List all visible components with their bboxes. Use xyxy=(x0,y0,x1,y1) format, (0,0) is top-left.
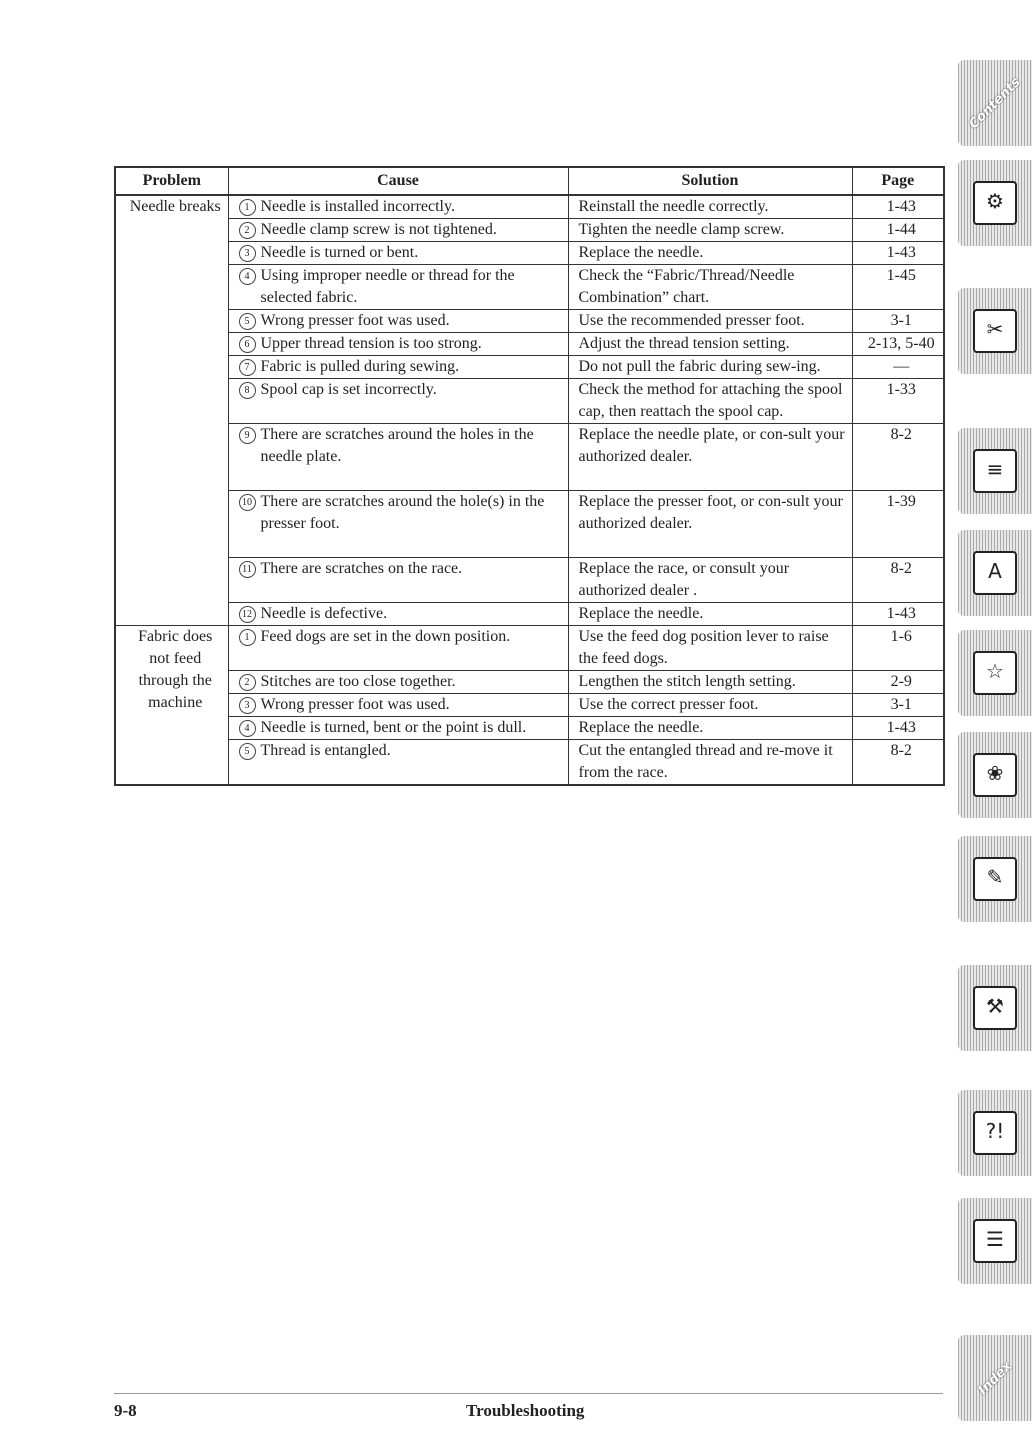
contents-icon: Contents xyxy=(966,74,1024,132)
cause-cell xyxy=(228,671,568,694)
table-row xyxy=(115,195,944,219)
cause-text: Fabric is pulled during sewing. xyxy=(260,358,460,375)
chapter-tab[interactable] xyxy=(958,1090,1032,1176)
cause-text: Feed dogs are set in the down position. xyxy=(260,628,511,645)
table-row xyxy=(115,491,944,558)
cause-cell xyxy=(228,219,568,242)
cause-text: Needle clamp screw is not tightened. xyxy=(260,221,497,238)
cause-text: Needle is turned or bent. xyxy=(260,244,419,261)
step-number-badge: 7 xyxy=(239,359,256,376)
page-number: 9-8 xyxy=(114,1401,137,1420)
cause-cell xyxy=(228,333,568,356)
cause-text: Using improper needle or thread for the selected fabric. xyxy=(260,267,515,306)
cause-text: There are scratches on the race. xyxy=(260,560,463,577)
step-number-badge: 1 xyxy=(239,629,256,646)
solution-cell: Replace the needle. xyxy=(568,242,852,265)
chapter-tab[interactable] xyxy=(958,60,1032,146)
chapter-tab[interactable] xyxy=(958,428,1032,514)
shirt-icon: ≡ xyxy=(973,449,1017,493)
solution-cell: Tighten the needle clamp screw. xyxy=(568,219,852,242)
table-row xyxy=(115,356,944,379)
solution-cell: Replace the race, or consult your authorized dealer . xyxy=(568,558,852,603)
table-row xyxy=(115,424,944,491)
cause-cell xyxy=(228,242,568,265)
footer-title: Troubleshooting xyxy=(466,1401,585,1420)
cause-text: Needle is installed incorrectly. xyxy=(260,198,455,215)
step-number-badge: 11 xyxy=(239,561,256,578)
page-ref-cell: 8-2 xyxy=(852,424,944,491)
solution-cell: Replace the needle plate, or con-sult your authorized dealer. xyxy=(568,424,852,491)
page-ref-cell: 8-2 xyxy=(852,740,944,786)
step-number-badge: 9 xyxy=(239,427,256,444)
table-row xyxy=(115,740,944,786)
solution-cell: Lengthen the stitch length setting. xyxy=(568,671,852,694)
troubleshooting-table xyxy=(114,166,945,786)
chapter-tab[interactable] xyxy=(958,732,1032,818)
cause-cell xyxy=(228,424,568,491)
page-ref-cell: 1-6 xyxy=(852,626,944,671)
cause-text: There are scratches around the hole(s) in the presser foot. xyxy=(260,493,545,532)
table-row xyxy=(115,694,944,717)
table-row xyxy=(115,219,944,242)
page-ref-cell: 1-45 xyxy=(852,265,944,310)
machine-maintenance-icon: ⚒ xyxy=(973,986,1017,1030)
sewing-machine-icon: ⚙ xyxy=(973,181,1017,225)
cause-text: Needle is defective. xyxy=(260,605,388,622)
step-number-badge: 5 xyxy=(239,313,256,330)
cause-cell xyxy=(228,558,568,603)
solution-cell: Replace the needle. xyxy=(568,717,852,740)
page-ref-cell: 1-33 xyxy=(852,379,944,424)
page-ref-cell: 1-39 xyxy=(852,491,944,558)
solution-cell: Cut the entangled thread and re-move it from the race. xyxy=(568,740,852,786)
cause-cell xyxy=(228,195,568,219)
table-row xyxy=(115,310,944,333)
chapter-tab[interactable] xyxy=(958,530,1032,616)
cause-cell xyxy=(228,626,568,671)
header-solution: Solution xyxy=(568,167,852,195)
table-row xyxy=(115,603,944,626)
troubleshooting-icon: ?! xyxy=(973,1111,1017,1155)
cause-cell xyxy=(228,491,568,558)
cause-cell xyxy=(228,310,568,333)
cause-cell xyxy=(228,379,568,424)
shirt-edit-icon: ✎ xyxy=(973,857,1017,901)
chapter-tab[interactable] xyxy=(958,630,1032,716)
cause-text: Thread is entangled. xyxy=(260,742,391,759)
cause-text: Wrong presser foot was used. xyxy=(260,696,450,713)
page-ref-cell: 1-43 xyxy=(852,603,944,626)
page-ref-cell: 2-9 xyxy=(852,671,944,694)
header-cause: Cause xyxy=(228,167,568,195)
cause-text: Upper thread tension is too strong. xyxy=(260,335,482,352)
cause-text: Needle is turned, bent or the point is dull. xyxy=(260,719,527,736)
cause-cell xyxy=(228,265,568,310)
thread-spool-icon: ✂ xyxy=(973,309,1017,353)
table-row xyxy=(115,558,944,603)
cause-text: Spool cap is set incorrectly. xyxy=(260,381,437,398)
solution-cell: Replace the needle. xyxy=(568,603,852,626)
table-row xyxy=(115,242,944,265)
documents-icon: ☰ xyxy=(973,1219,1017,1263)
step-number-badge: 4 xyxy=(239,268,256,285)
step-number-badge: 8 xyxy=(239,382,256,399)
problem-cell: Fabric does not feed through the machine xyxy=(115,626,228,786)
solution-cell: Check the method for attaching the spool cap, then reattach the spool cap. xyxy=(568,379,852,424)
chapter-tab[interactable] xyxy=(958,1335,1032,1421)
header-problem: Problem xyxy=(115,167,228,195)
solution-cell: Check the “Fabric/Thread/Needle Combination” chart. xyxy=(568,265,852,310)
step-number-badge: 2 xyxy=(239,222,256,239)
table-row xyxy=(115,379,944,424)
table-row xyxy=(115,717,944,740)
header-page: Page xyxy=(852,167,944,195)
step-number-badge: 6 xyxy=(239,336,256,353)
chapter-tab[interactable] xyxy=(958,288,1032,374)
chapter-tab[interactable] xyxy=(958,160,1032,246)
step-number-badge: 12 xyxy=(239,606,256,623)
chapter-tab[interactable] xyxy=(958,1198,1032,1284)
solution-cell: Adjust the thread tension setting. xyxy=(568,333,852,356)
cause-cell xyxy=(228,603,568,626)
cause-text: Wrong presser foot was used. xyxy=(260,312,450,329)
cause-cell xyxy=(228,694,568,717)
table-header-row xyxy=(115,167,944,195)
table-row xyxy=(115,671,944,694)
solution-cell: Use the feed dog position lever to raise the feed dogs. xyxy=(568,626,852,671)
page-ref-cell: 2-13, 5-40 xyxy=(852,333,944,356)
cause-text: Stitches are too close together. xyxy=(260,673,456,690)
page-ref-cell: 1-43 xyxy=(852,195,944,219)
cause-text: There are scratches around the holes in the needle plate. xyxy=(260,426,534,465)
table-row xyxy=(115,265,944,310)
step-number-badge: 1 xyxy=(239,199,256,216)
table-row xyxy=(115,333,944,356)
solution-cell: Use the correct presser foot. xyxy=(568,694,852,717)
abc-shirt-icon: A xyxy=(973,551,1017,595)
step-number-badge: 4 xyxy=(239,720,256,737)
chapter-tab[interactable] xyxy=(958,836,1032,922)
cause-cell xyxy=(228,740,568,786)
shirt-design-icon: ❀ xyxy=(973,753,1017,797)
step-number-badge: 2 xyxy=(239,674,256,691)
cause-cell xyxy=(228,717,568,740)
page-ref-cell: 1-43 xyxy=(852,242,944,265)
step-number-badge: 5 xyxy=(239,743,256,760)
cause-cell xyxy=(228,356,568,379)
page-ref-cell: — xyxy=(852,356,944,379)
index-icon: Index xyxy=(975,1358,1015,1398)
page-ref-cell: 3-1 xyxy=(852,694,944,717)
solution-cell: Use the recommended presser foot. xyxy=(568,310,852,333)
page-ref-cell: 1-44 xyxy=(852,219,944,242)
solution-cell: Reinstall the needle correctly. xyxy=(568,195,852,219)
table-row xyxy=(115,626,944,671)
step-number-badge: 10 xyxy=(239,494,256,511)
step-number-badge: 3 xyxy=(239,697,256,714)
solution-cell: Replace the presser foot, or con-sult your authorized dealer. xyxy=(568,491,852,558)
solution-cell: Do not pull the fabric during sew-ing. xyxy=(568,356,852,379)
embroidery-frame-icon: ☆ xyxy=(973,651,1017,695)
chapter-tab[interactable] xyxy=(958,965,1032,1051)
page-ref-cell: 3-1 xyxy=(852,310,944,333)
step-number-badge: 3 xyxy=(239,245,256,262)
page-ref-cell: 8-2 xyxy=(852,558,944,603)
problem-cell: Needle breaks xyxy=(115,195,228,626)
footer-divider xyxy=(114,1393,943,1394)
page-ref-cell: 1-43 xyxy=(852,717,944,740)
